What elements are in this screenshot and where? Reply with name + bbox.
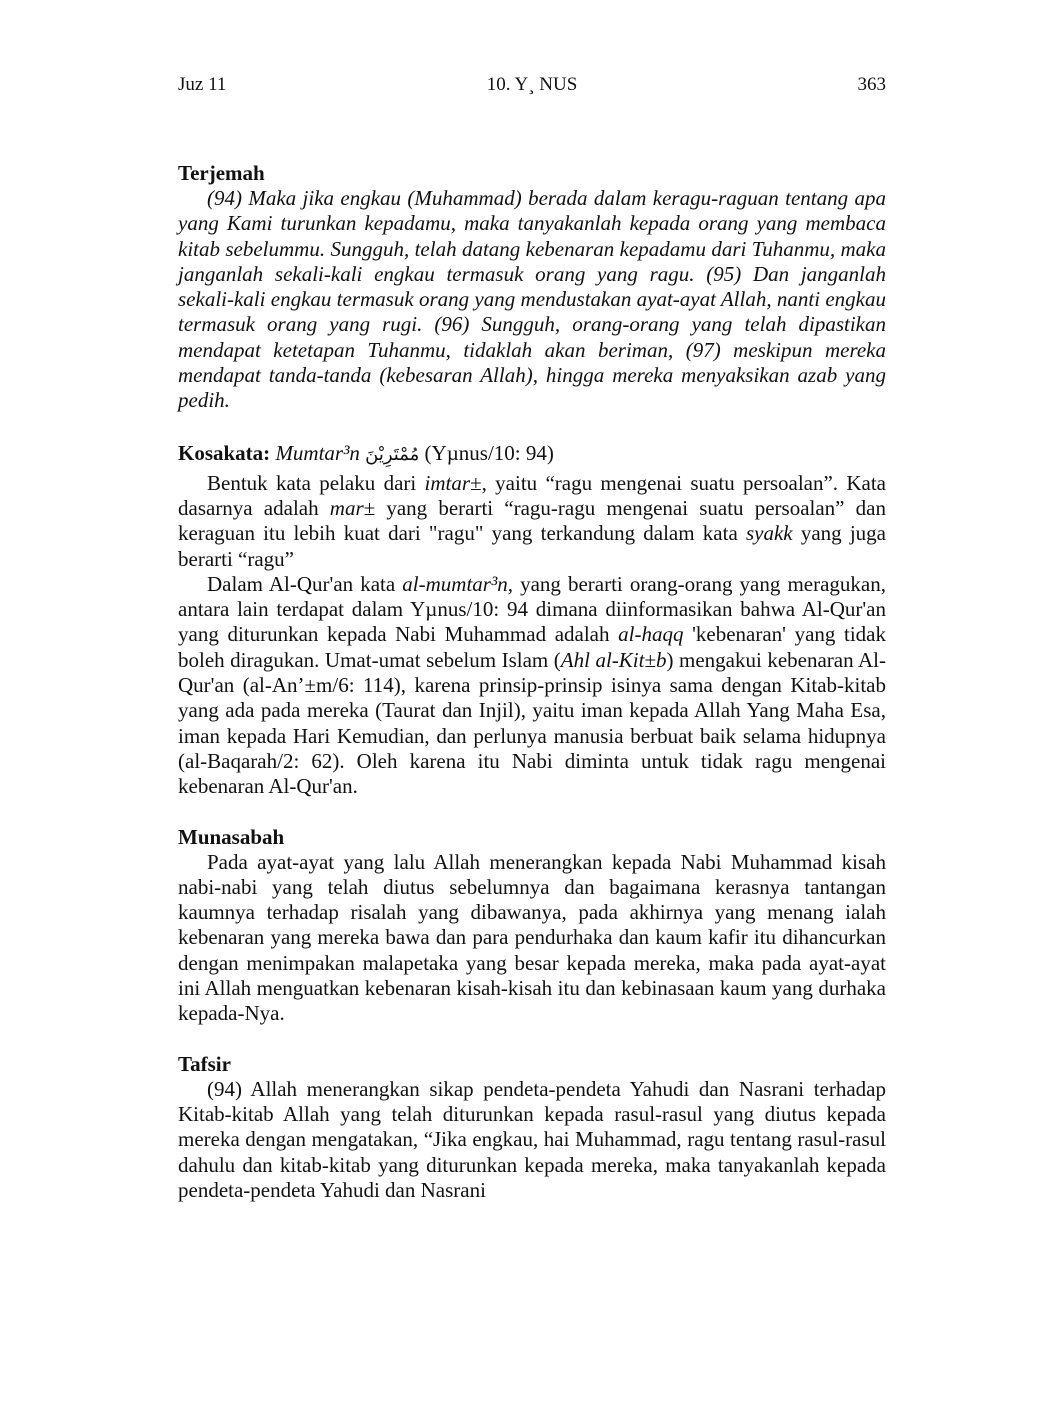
italic-term: imtar± <box>424 470 482 495</box>
tafsir-heading: Tafsir <box>178 1051 231 1076</box>
running-header <box>178 74 886 104</box>
text-run: Bentuk kata pelaku dari <box>207 470 425 495</box>
terjemah-section <box>178 161 886 414</box>
kosakata-section <box>178 441 886 800</box>
text-run: , yaitu “ragu mengenai suatu persoalan”. Kata dasarnya adalah <box>178 470 887 520</box>
terjemah-heading: Terjemah <box>178 161 265 185</box>
surah-title: 10. Y¸ NUS <box>486 74 578 95</box>
tafsir-section <box>178 1052 886 1203</box>
text-run: yang berarti “ragu-ragu mengenai suatu persoalan” dan keraguan itu lebih kuat dari "ragu" yang terkandung dalam kata <box>178 495 886 546</box>
page-number: 363 <box>857 74 886 95</box>
kosakata-term: Mumtar³n <box>275 440 360 465</box>
italic-term: Ahl al-Kit±b <box>560 647 667 672</box>
kosakata-heading <box>178 441 886 467</box>
text-run: 'kebenaran' yang tidak boleh diragukan. Umat-umat sebelum Islam ( <box>178 622 887 672</box>
terjemah-text: (94) Maka jika engkau (Muhammad) berada dalam keragu-raguan tentang apa yang Kami turunkan kepadamu, maka tanyakanlah kepada orang yang membaca kitab sebelummu. Sungguh, telah datang kebenaran kepadamu dari Tuhanmu, maka janganlah sekali-kali engkau termasuk orang yang ragu. (95) Dan janganlah sekali-kali engkau termasuk orang yang mendustakan ayat-ayat Allah, nanti engkau termasuk orang yang rugi. (96) Sungguh, orang-orang yang telah dipastikan mendapat ketetapan Tuhanmu, tidaklah akan beriman, (97) meskipun mereka mendapat tanda-tanda (kebesaran Allah), hingga mereka menyaksikan azab yang pedih. <box>178 186 886 413</box>
italic-term: al-haqq <box>618 622 684 647</box>
italic-term: mar± <box>329 495 376 520</box>
munasabah-section <box>178 825 886 1027</box>
text-run: yang berarti orang-orang yang meragukan, antara lain terdapat dalam Yµnus/10: 94 dimana diinformasikan bahwa Al-Qur'an yang diturunkan kepada Nabi Muhammad adalah <box>178 571 886 647</box>
munasabah-heading: Munasabah <box>178 824 285 849</box>
italic-term: al-mumtar³n, <box>402 571 513 596</box>
kosakata-reference: (Yµnus/10: 94) <box>424 440 554 465</box>
text-run: yang juga berarti “ragu” <box>178 521 887 571</box>
munasabah-text: Pada ayat-ayat yang lalu Allah menerangkan kepada Nabi Muhammad kisah nabi-nabi yang telah diutus sebelumnya dan bagaimana kerasnya tantangan kaumnya terhadap risalah yang dibawanya, pada akhirnya yang menang ialah kebenaran yang mereka bawa dan para pendurhaka dan kaum kafir itu dihancurkan dengan menimpakan malapetaka yang besar kepada mereka, maka pada ayat-ayat ini Allah menguatkan kebenaran kisah-kisah itu dan kebinasaan kaum yang durhaka kepada-Nya. <box>178 849 886 1026</box>
kosakata-label: Kosakata: <box>178 440 271 465</box>
kosakata-paragraph-1 <box>178 471 886 572</box>
juz-label: Juz 11 <box>178 74 227 95</box>
page <box>178 74 886 1203</box>
kosakata-paragraph-2 <box>178 572 886 800</box>
italic-term: syakk <box>745 521 793 546</box>
text-run: ) mengakui kebenaran Al-Qur'an (al-An’±m/6: 114), karena prinsip-prinsip isinya sama dengan Kitab-kitab yang ada pada mereka (Taurat dan Injil), yaitu iman kepada Allah Yang Maha Esa, iman kepada Hari Kemudian, dan perlunya manusia berbuat baik selama hidupnya (al-Baqarah/2: 62). Oleh karena itu Nabi diminta untuk tidak ragu mengenai kebenaran Al-Qur'an. <box>178 647 886 799</box>
kosakata-arabic: مُمْتَرِيْنَ <box>365 443 420 465</box>
text-run: Dalam Al-Qur'an kata <box>207 571 403 596</box>
tafsir-text: (94) Allah menerangkan sikap pendeta-pendeta Yahudi dan Nasrani terhadap Kitab-kitab Allah yang telah diturunkan kepada rasul-rasul yang diutus kepada mereka dengan mengatakan, “Jika engkau, hai Muhammad, ragu tentang rasul-rasul dahulu dan kitab-kitab yang diturunkan kepada mereka, maka tanyakanlah kepada pendeta-pendeta Yahudi dan Nasrani <box>178 1076 886 1202</box>
